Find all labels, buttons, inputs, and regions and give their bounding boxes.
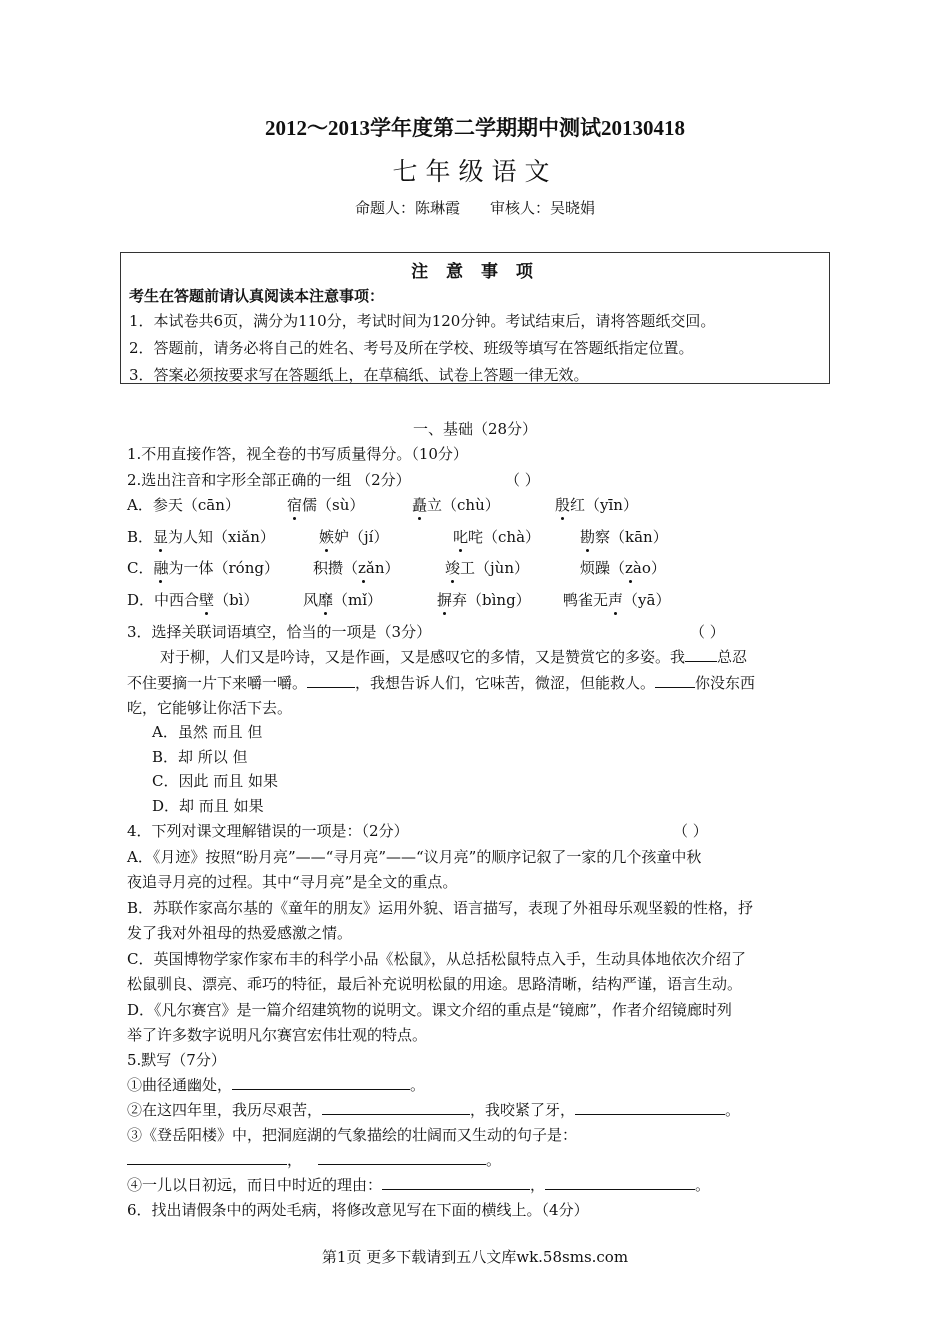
question-4-stem: 4．下列对课文理解错误的一项是：（2分） [127, 822, 409, 840]
fill-blank[interactable] [545, 1175, 695, 1190]
fill-blank[interactable] [575, 1100, 725, 1115]
option-cell: 殷红（yīn） [555, 496, 638, 514]
option-row-a: A．参天（cān） [127, 496, 240, 514]
choice-c: C．因此 而且 如果 [152, 772, 279, 790]
fill-blank[interactable] [322, 1100, 470, 1115]
fill-blank[interactable] [127, 1150, 287, 1165]
dictation-line: ④一儿以日初远，而日中时近的理由： ， 。 [127, 1176, 711, 1194]
option-cell: 嫉妒（jí） [319, 528, 389, 546]
q4-line: 举了许多数字说明凡尔赛宫宏伟壮观的特点。 [127, 1026, 428, 1044]
fill-blank[interactable] [232, 1075, 410, 1090]
question-1: 1.不用直接作答，视全卷的书写质量得分。（10分） [127, 445, 468, 463]
dictation-line: ③《登岳阳楼》中，把洞庭湖的气象描绘的壮阔而又生动的句子是： [127, 1126, 578, 1144]
q4-line: C．英国博物学家作家布丰的科学小品《松鼠》，从总括松鼠特点入手，生动具体地依次介绍了 [127, 950, 746, 968]
option-row-d: D．中西合壁（bì） [127, 591, 259, 609]
q4-line: B．苏联作家高尔基的《童年的朋友》运用外貌、语言描写，表现了外祖母乐观坚毅的性格，抒 [127, 899, 754, 917]
answer-paren: （ ） [505, 471, 540, 489]
dictation-line: ， 。 [127, 1149, 501, 1170]
q4-line: A．《月迹》按照“盼月亮”——“寻月亮”——“议月亮”的顺序记叙了一家的几个孩童中秋 [127, 848, 702, 866]
option-cell: 鸭雀无声（yā） [563, 591, 671, 609]
choice-a: A．虽然 而且 但 [152, 723, 263, 741]
answer-paren: （ ） [690, 623, 725, 641]
authors-line [0, 197, 950, 218]
notice-item: 1．本试卷共6页，满分为110分，考试时间为120分钟。考试结束后，请将答题纸交回。 [129, 312, 716, 330]
option-cell: 宿儒（sù） [287, 496, 365, 514]
dictation-line: ①曲径通幽处， 。 [127, 1076, 426, 1094]
passage-line: 对于柳，人们又是吟诗，又是作画，又是感叹它的多情，又是赞赏它的多姿。我 总忍 [160, 648, 748, 666]
q4-line: 发了我对外祖母的热爱感激之情。 [127, 924, 353, 942]
notice-item: 3．答案必须按要求写在答题纸上，在草稿纸、试卷上答题一律无效。 [129, 366, 589, 384]
fill-blank[interactable] [655, 673, 695, 688]
option-cell: 烦躁（zào） [580, 559, 666, 577]
page-footer: 第1页 更多下载请到五八文库wk.58sms.com [321, 1248, 629, 1266]
answer-paren: （ ） [673, 822, 708, 840]
q4-line: 松鼠驯良、漂亮、乖巧的特征，最后补充说明松鼠的用途。思路清晰，结构严谨，语言生动。 [127, 975, 743, 993]
option-cell: 风靡（mǐ） [303, 591, 383, 609]
choice-b: B．却 所以 但 [152, 748, 248, 766]
option-row-c: C．融为一体（róng） [127, 559, 279, 577]
notice-title: 注 意 事 项 [411, 262, 539, 282]
notice-item: 2．答题前，请务必将自己的姓名、考号及所在学校、班级等填写在答题纸指定位置。 [129, 339, 694, 357]
reviewer-label: 审核人：吴晓娟 [490, 199, 596, 217]
exam-subject: 七年级语文 [392, 157, 558, 186]
fill-blank[interactable] [318, 1150, 486, 1165]
exam-title: 2012～2013学年度第二学期期中测试20130418 [265, 116, 685, 140]
passage-line: 不住要摘一片下来嚼一嚼。 ，我想告诉人们，它味苦，微涩，但能救人。 你没东西 [127, 674, 756, 692]
option-cell: 矗立（chù） [412, 496, 500, 514]
fill-blank[interactable] [685, 647, 717, 662]
fill-blank[interactable] [382, 1175, 530, 1190]
option-row-b: B．显为人知（xiǎn） [127, 528, 275, 546]
question-5-stem: 5.默写（7分） [127, 1051, 226, 1069]
choice-d: D．却 而且 如果 [152, 797, 264, 815]
question-3-stem: 3．选择关联词语填空，恰当的一项是（3分） [127, 623, 432, 641]
fill-blank[interactable] [307, 673, 355, 688]
question-2-stem: 2.选出注音和字形全部正确的一组 （2分） [127, 471, 411, 489]
option-cell: 勘察（kān） [580, 528, 668, 546]
passage-line: 吃，它能够让你活下去。 [127, 699, 293, 717]
dictation-line: ②在这四年里，我历尽艰苦， ，我咬紧了牙， 。 [127, 1101, 741, 1119]
section-heading: 一、基础（28分） [412, 420, 538, 438]
notice-lead: 考生在答题前请认真阅读本注意事项： [129, 287, 385, 305]
option-cell: 竣工（jùn） [445, 559, 529, 577]
question-6: 6．找出请假条中的两处毛病，将修改意见写在下面的横线上。（4分） [127, 1201, 589, 1219]
option-cell: 叱咤（chà） [453, 528, 541, 546]
notice-box [120, 252, 830, 384]
option-cell: 摒弃（bìng） [437, 591, 531, 609]
q4-line: 夜追寻月亮的过程。其中“寻月亮”是全文的重点。 [127, 873, 458, 891]
author-label: 命题人：陈琳霞 [354, 199, 460, 217]
option-cell: 积攒（zǎn） [313, 559, 400, 577]
q4-line: D．《凡尔赛宫》是一篇介绍建筑物的说明文。课文介绍的重点是“镜廊”，作者介绍镜廊时列 [127, 1001, 732, 1019]
